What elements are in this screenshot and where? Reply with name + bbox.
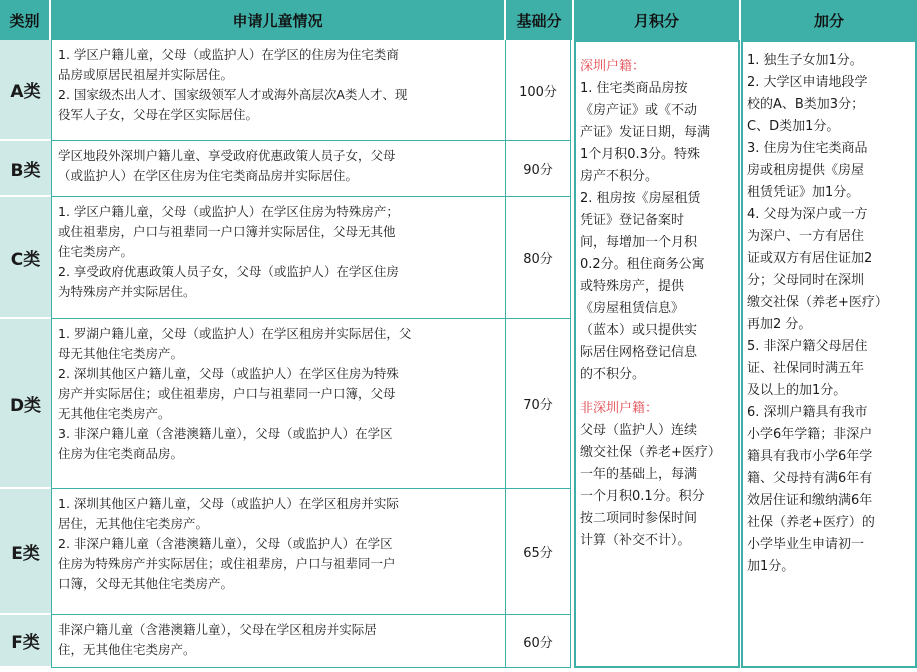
bonus-line: 籍具有我市小学6年学 (747, 449, 873, 464)
base-score: 65分 (506, 489, 571, 615)
header-base: 基础分 (506, 0, 574, 40)
bonus-line: 3. 住房为住宅类商品 (747, 141, 868, 156)
condition-line: 为特殊房产并实际居住。 (58, 284, 196, 299)
condition-line: 口簿，父母无其他住宅类房产。 (58, 576, 234, 591)
bonus-points-panel (741, 40, 917, 668)
bonus-line: 1. 独生子女加1分。 (747, 53, 863, 68)
base-score: 70分 (506, 319, 571, 489)
monthly-line: 0.2分。租住商务公寓 (580, 257, 705, 272)
condition-line: 1. 深圳其他区户籍儿童，父母（或监护人）在学区租房并实际 (58, 496, 399, 511)
monthly-line: 的不积分。 (580, 367, 646, 382)
monthly-line: 《房产证》或《不动 (580, 103, 698, 118)
bonus-line: 社保（养老+医疗）的 (747, 515, 875, 530)
condition-line: 2. 国家级杰出人才、国家级领军人才或海外高层次A类人才、现 (58, 87, 408, 102)
bonus-line: 租赁凭证》加1分。 (747, 185, 860, 200)
bonus-line: 小学毕业生申请初一 (747, 537, 865, 552)
class-label: D类 (0, 319, 51, 489)
table-row-f (0, 615, 571, 668)
bonus-line: C、D类加1分。 (747, 119, 840, 134)
condition-line: （或监护人）在学区住房为住宅类商品房并实际居住。 (58, 168, 359, 183)
monthly-line: 凭证》登记备案时 (580, 213, 685, 228)
bonus-line: 小学6年学籍；非深户 (747, 427, 873, 442)
bonus-line: 校的A、B类加3分； (747, 97, 865, 112)
condition-line: 母无其他住宅类房产。 (58, 346, 184, 361)
bonus-line: 再加2 分。 (747, 317, 812, 332)
conditions-cell (51, 319, 506, 489)
monthly-line: 际居住网格登记信息 (580, 345, 698, 360)
monthly-line: 1. 住宅类商品房按 (580, 81, 688, 96)
condition-line: 1. 罗湖户籍儿童，父母（或监护人）在学区租房并实际居住，父 (58, 326, 412, 341)
condition-line: 居住，无其他住宅类房产。 (58, 516, 209, 531)
base-score: 90分 (506, 141, 571, 197)
condition-line: 无其他住宅类房产。 (58, 406, 171, 421)
bonus-line: 2. 大学区申请地段学 (747, 75, 868, 90)
monthly-line: 《房屋租赁信息》 (580, 301, 685, 316)
class-label: A类 (0, 40, 51, 141)
condition-line: 学区地段外深圳户籍儿童、享受政府优惠政策人员子女，父母 (58, 148, 396, 163)
base-score: 60分 (506, 615, 571, 668)
condition-line: 住宅类房产。 (58, 244, 134, 259)
bonus-line: 5. 非深户籍父母居住 (747, 339, 868, 354)
bonus-line: 缴交社保（养老+医疗） (747, 295, 888, 310)
non-shenzhen-hukou-label: 非深圳户籍： (580, 401, 659, 416)
bonus-line: 6. 深圳户籍具有我市 (747, 405, 868, 420)
conditions-cell (51, 197, 506, 319)
class-label: C类 (0, 197, 51, 319)
bonus-line: 籍、父母持有满6年有 (747, 471, 873, 486)
table-row-b (0, 141, 571, 197)
bonus-line: 加1分。 (747, 559, 795, 574)
monthly-line: 1个月积0.3分。特殊 (580, 147, 700, 162)
conditions-cell (51, 141, 506, 197)
shenzhen-hukou-label: 深圳户籍： (580, 59, 646, 74)
header-monthly: 月积分 (574, 0, 741, 40)
bonus-line: 及以上的加1分。 (747, 383, 847, 398)
bonus-line: 4. 父母为深户或一方 (747, 207, 868, 222)
conditions-cell (51, 615, 506, 668)
condition-line: 2. 享受政府优惠政策人员子女，父母（或监护人）在学区住房 (58, 264, 399, 279)
monthly-line: 一个月积0.1分。积分 (580, 489, 705, 504)
base-score: 100分 (506, 40, 571, 141)
condition-line: 非深户籍儿童（含港澳籍儿童），父母在学区租房并实际居 (58, 622, 377, 637)
header-category: 类别 (0, 0, 51, 40)
condition-line: 役军人子女，父母在学区实际居住。 (58, 107, 259, 122)
table-row-c (0, 197, 571, 319)
monthly-line: 缴交社保（养老+医疗） (580, 445, 721, 460)
condition-line: 住房为特殊房产并实际居住；或住祖辈房，户口与祖辈同一户 (58, 556, 396, 571)
monthly-points-panel (574, 40, 740, 668)
bonus-line: 效居住证和缴纳满6年 (747, 493, 873, 508)
conditions-cell (51, 40, 506, 141)
monthly-line: 或特殊房产，提供 (580, 279, 685, 294)
table-row-d (0, 319, 571, 489)
bonus-line: 证、社保同时满五年 (747, 361, 865, 376)
monthly-line: 间，每增加一个月积 (580, 235, 698, 250)
bonus-line: 房或租房提供《房屋 (747, 163, 865, 178)
condition-line: 或住祖辈房，户口与祖辈同一户口簿并实际居住，父母无其他 (58, 224, 396, 239)
monthly-line: 房产不积分。 (580, 169, 659, 184)
condition-line: 房产并实际居住；或住祖辈房，户口与祖辈同一户口簿，父母 (58, 386, 396, 401)
class-label: B类 (0, 141, 51, 197)
monthly-line: 按二项同时参保时间 (580, 511, 698, 526)
bonus-line: 证或双方有居住证加2 (747, 251, 873, 266)
condition-line: 1. 学区户籍儿童，父母（或监护人）在学区的住房为住宅类商 (58, 47, 399, 62)
bonus-line: 分；父母同时在深圳 (747, 273, 865, 288)
monthly-line: （蓝本）或只提供实 (580, 323, 698, 338)
condition-line: 2. 深圳其他区户籍儿童，父母（或监护人）在学区住房为特殊 (58, 366, 399, 381)
condition-line: 2. 非深户籍儿童（含港澳籍儿童），父母（或监护人）在学区 (58, 536, 393, 551)
conditions-cell (51, 489, 506, 615)
condition-line: 住，无其他住宅类房产。 (58, 642, 196, 657)
condition-line: 3. 非深户籍儿童（含港澳籍儿童），父母（或监护人）在学区 (58, 426, 393, 441)
bonus-line: 为深户、一方有居住 (747, 229, 865, 244)
monthly-line: 一年的基础上，每满 (580, 467, 698, 482)
monthly-line: 计算（补交不计）。 (580, 533, 691, 548)
monthly-line: 父母（监护人）连续 (580, 423, 698, 438)
header-bonus: 加分 (741, 0, 917, 40)
table-row-a (0, 40, 571, 141)
condition-line: 品房或原居民祖屋并实际居住。 (58, 67, 234, 82)
condition-line: 住房为住宅类商品房。 (58, 446, 184, 461)
header-conditions: 申请儿童情况 (51, 0, 506, 40)
table-row-e (0, 489, 571, 615)
monthly-line: 2. 租房按《房屋租赁 (580, 191, 701, 206)
monthly-line: 产证》发证日期，每满 (580, 125, 711, 140)
base-score: 80分 (506, 197, 571, 319)
class-label: E类 (0, 489, 51, 615)
class-label: F类 (0, 615, 51, 668)
condition-line: 1. 学区户籍儿童，父母（或监护人）在学区住房为特殊房产； (58, 204, 399, 219)
